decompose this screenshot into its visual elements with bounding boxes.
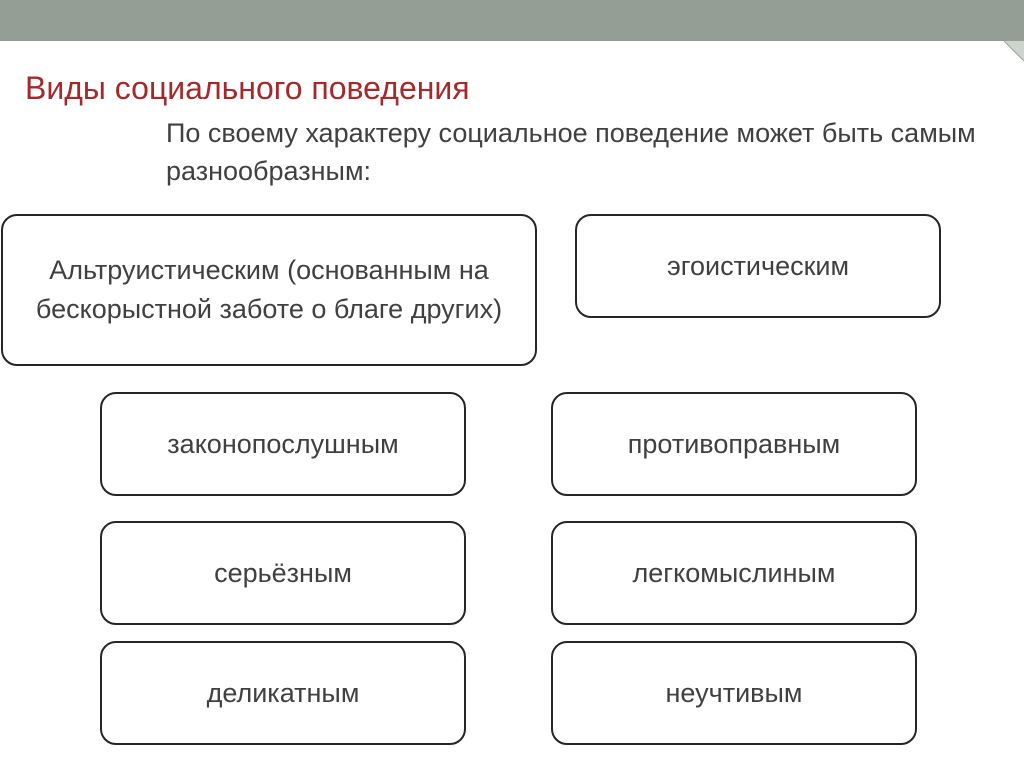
card-delicate [100,641,466,745]
card-impolite-label: неучтивым [665,677,803,708]
card-delicate-label: деликатным [206,677,360,708]
card-unlawful-label: противоправным [627,428,841,459]
card-impolite [551,641,917,745]
corner-fold-icon [1004,41,1024,61]
slide-title: Виды социального поведения [25,70,470,106]
slide-subtitle: По своему характеру социальное поведение может быть самым разнообразным: [166,118,976,186]
card-law-abiding [100,392,466,496]
card-egoistic-label: эгоистическим [666,250,850,281]
card-serious [100,521,466,625]
card-unlawful [551,392,917,496]
card-frivolous [551,521,917,625]
top-decorative-bar [0,0,1024,41]
card-altruistic [1,214,537,366]
card-altruistic-label: Альтруистическим (основанным на бескорыстной заботе о благе других) [35,255,503,324]
card-law-abiding-label: законопослушным [167,428,399,459]
card-egoistic [575,214,941,318]
card-frivolous-label: легкомыслиным [632,557,836,588]
card-serious-label: серьёзным [214,557,352,588]
